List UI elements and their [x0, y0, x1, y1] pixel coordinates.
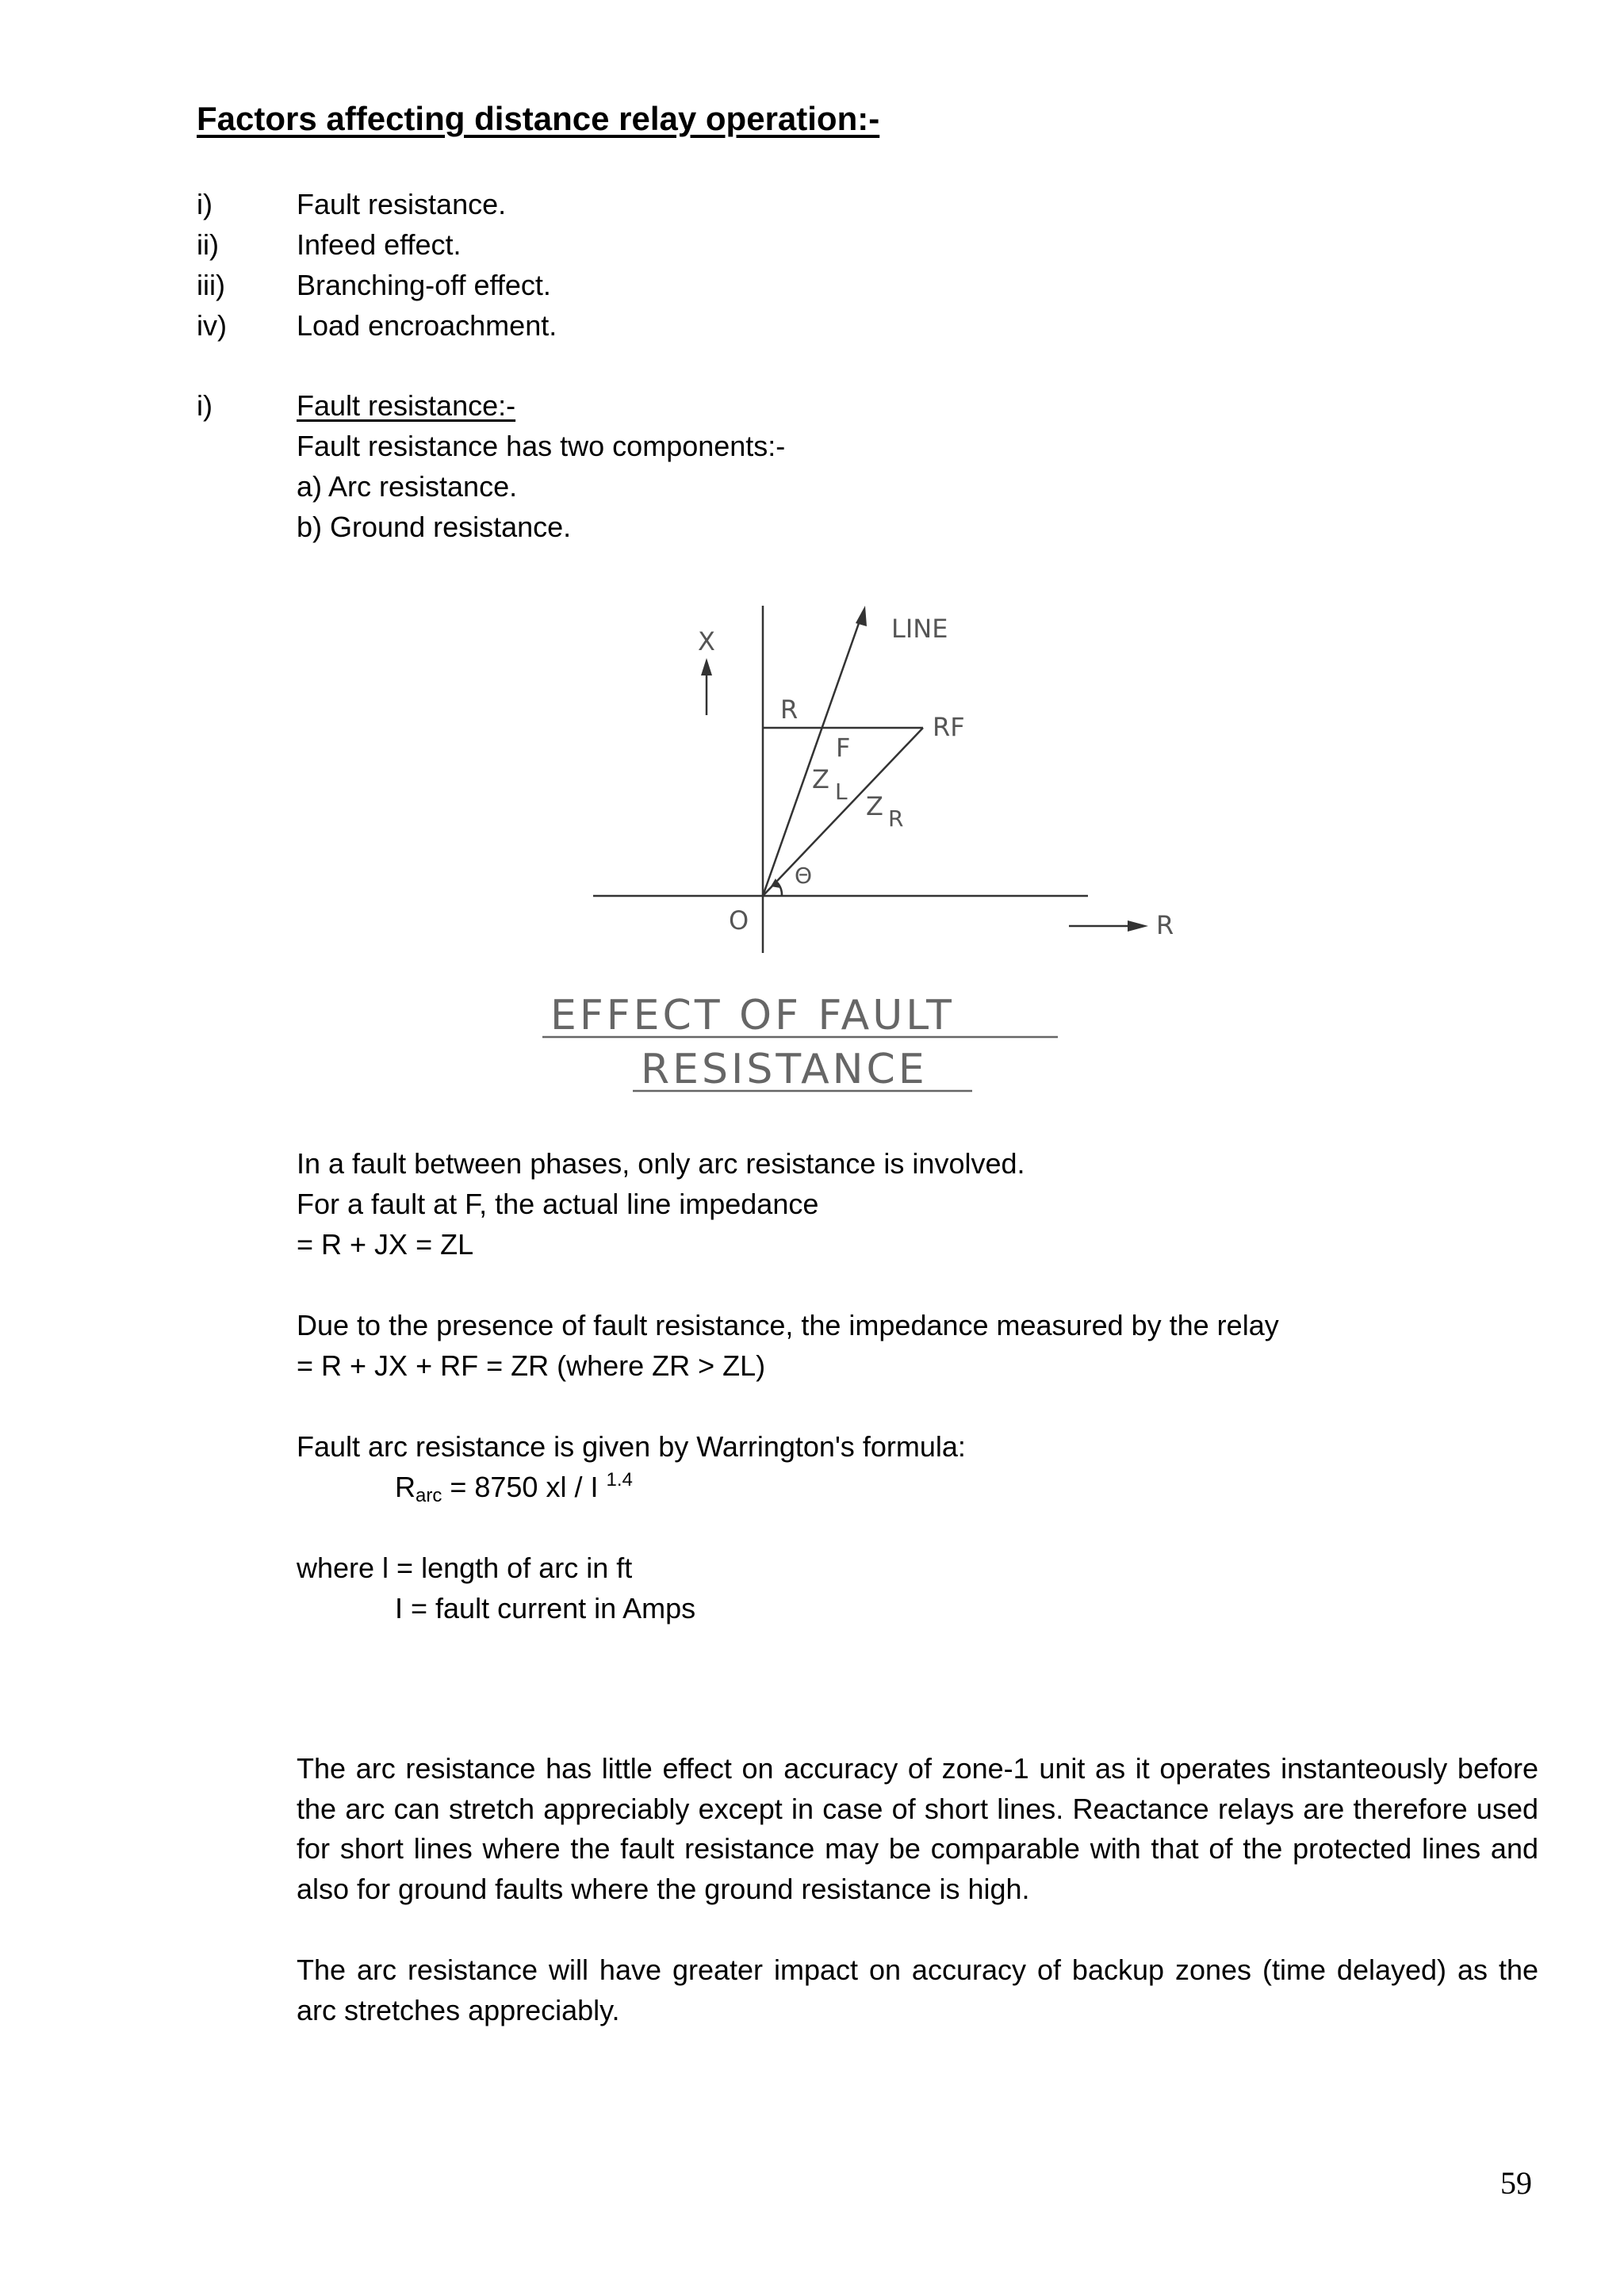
rf-label: RF — [933, 712, 965, 742]
section-number: i) — [197, 389, 213, 422]
line-arrow-head — [856, 606, 867, 626]
formula-exponent: 1.4 — [606, 1469, 633, 1490]
factor-number: iv) — [197, 309, 227, 342]
where-line: I = fault current in Amps — [395, 1592, 696, 1624]
warrington-formula — [395, 1470, 633, 1505]
formula-rest: = 8750 xl / I — [442, 1471, 607, 1503]
formula-subscript: arc — [416, 1485, 442, 1506]
zr-label: Z — [866, 791, 883, 821]
x-axis-label: X — [698, 626, 715, 656]
r-arrow-head — [1128, 920, 1148, 932]
body-line: = R + JX = ZL — [297, 1228, 474, 1261]
r-axis-label: R — [1156, 910, 1174, 940]
zl-subscript: L — [835, 779, 848, 805]
zr-subscript: R — [888, 806, 904, 832]
paragraph-zone1: The arc resistance has little effect on accuracy of zone-1 unit as it operates instanteously before the arc can stretch appreciably except in case of short lines. Reactance relays are therefore used for short lines where the fault resistance may be comparable with that of the protected lines and also for ground faults where the ground resistance is high. — [297, 1752, 1538, 1905]
page-heading: Factors affecting distance relay operation:- — [197, 100, 880, 137]
page-number: 59 — [1500, 2165, 1532, 2201]
origin-label: O — [729, 905, 749, 936]
where-line: where l = length of arc in ft — [297, 1552, 633, 1584]
factor-item: Branching-off effect. — [297, 269, 551, 301]
angle-label: Θ — [795, 863, 813, 889]
body-line: = R + JX + RF = ZR (where ZR > ZL) — [297, 1349, 766, 1382]
formula-r: R — [395, 1471, 416, 1503]
figure-caption-line1: EFFECT OF FAULT — [550, 992, 955, 1039]
fault-point-label: F — [836, 733, 851, 763]
component-item: b) Ground resistance. — [297, 511, 572, 543]
paragraph-backup: The arc resistance will have greater impact on accuracy of backup zones (time delayed) as the arc stretches appreciably. — [297, 1954, 1538, 2026]
x-arrow-head — [701, 658, 712, 675]
body-line: Fault arc resistance is given by Warrington's formula: — [297, 1430, 966, 1463]
component-item: a) Arc resistance. — [297, 470, 518, 503]
line-label: LINE — [891, 614, 948, 644]
section-title: Fault resistance:- — [297, 389, 516, 422]
figure-caption-line2: RESISTANCE — [641, 1046, 928, 1093]
factor-number: iii) — [197, 269, 225, 301]
factor-item: Infeed effect. — [297, 228, 462, 261]
zl-label: Z — [812, 764, 829, 794]
factor-number: ii) — [197, 228, 219, 261]
factor-item: Load encroachment. — [297, 309, 557, 342]
body-line: In a fault between phases, only arc resistance is involved. — [297, 1147, 1025, 1180]
factor-number: i) — [197, 188, 213, 220]
fault-resistance-diagram — [0, 0, 1624, 1126]
r-label: R — [780, 695, 799, 725]
factor-item: Fault resistance. — [297, 188, 507, 220]
body-line: Due to the presence of fault resistance, the impedance measured by the relay — [297, 1309, 1279, 1341]
body-line: For a fault at F, the actual line impedance — [297, 1188, 819, 1220]
section-intro: Fault resistance has two components:- — [297, 430, 786, 462]
